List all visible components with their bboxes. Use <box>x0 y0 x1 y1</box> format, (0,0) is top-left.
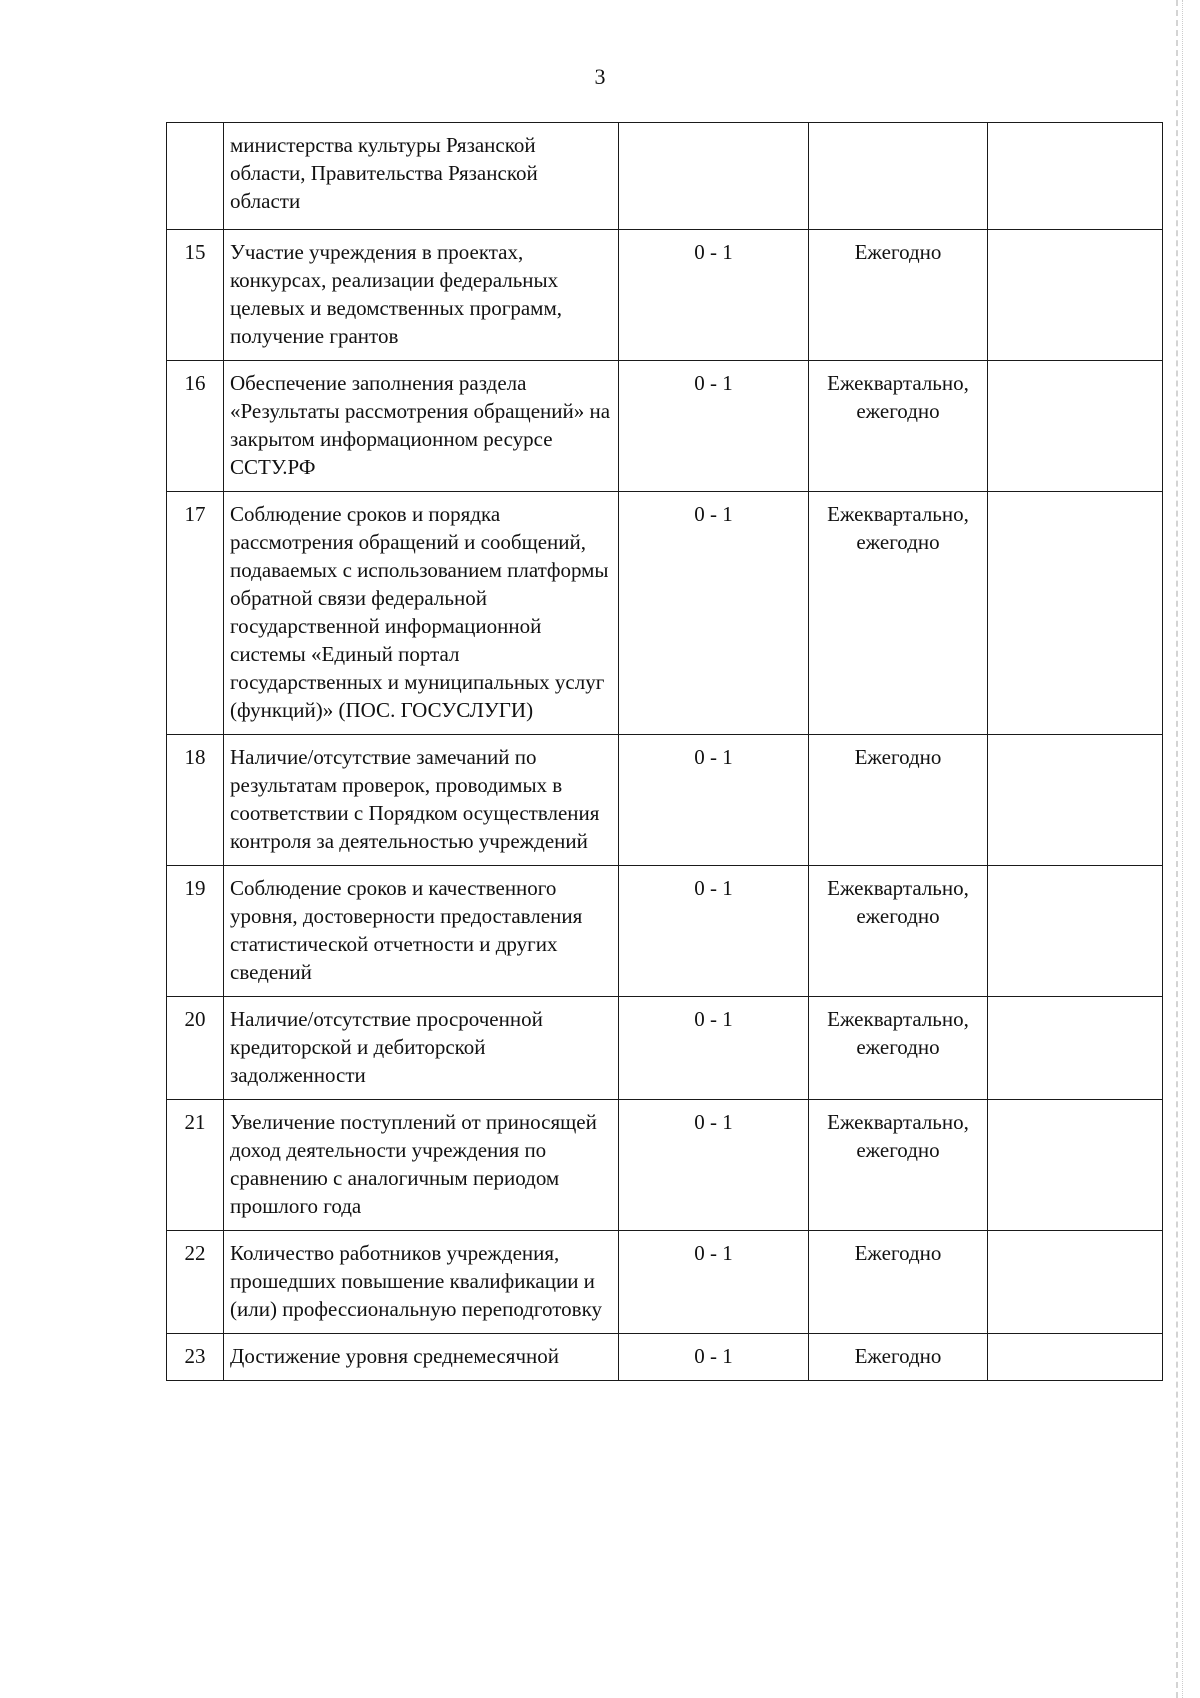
periodicity-cell: Ежеквартально, ежегодно <box>809 492 988 735</box>
note-cell <box>988 1231 1163 1334</box>
scan-edge-line <box>1176 0 1178 1698</box>
table-row <box>167 1100 1163 1231</box>
row-number-cell: 16 <box>167 361 224 492</box>
periodicity-cell: Ежегодно <box>809 1231 988 1334</box>
score-range-cell <box>619 123 809 230</box>
note-cell <box>988 997 1163 1100</box>
table-row <box>167 1334 1163 1381</box>
table-row <box>167 230 1163 361</box>
criterion-text-cell: министерства культуры Рязанской области, Правительства Рязанской области <box>224 123 619 230</box>
periodicity-cell: Ежегодно <box>809 1334 988 1381</box>
score-range-cell: 0 - 1 <box>619 1334 809 1381</box>
periodicity-cell: Ежеквартально, ежегодно <box>809 361 988 492</box>
criterion-text-cell: Обеспечение заполнения раздела «Результаты рассмотрения обращений» на закрытом информационном ресурсе ССТУ.РФ <box>224 361 619 492</box>
score-range-cell: 0 - 1 <box>619 866 809 997</box>
table-row-continued <box>167 123 1163 230</box>
note-cell <box>988 1334 1163 1381</box>
criterion-text-cell: Участие учреждения в проектах, конкурсах, реализации федеральных целевых и ведомственных программ, получение грантов <box>224 230 619 361</box>
score-range-cell: 0 - 1 <box>619 735 809 866</box>
table-row <box>167 735 1163 866</box>
table-row <box>167 361 1163 492</box>
note-cell <box>988 866 1163 997</box>
page-number: 3 <box>594 64 606 89</box>
table-row <box>167 997 1163 1100</box>
score-range-cell: 0 - 1 <box>619 492 809 735</box>
periodicity-cell: Ежеквартально, ежегодно <box>809 1100 988 1231</box>
periodicity-cell: Ежеквартально, ежегодно <box>809 997 988 1100</box>
criterion-text-cell: Соблюдение сроков и порядка рассмотрения обращений и сообщений, подаваемых с использованием платформы обратной связи федеральной государственной информационной системы «Единый портал государственных и муниципальных услуг (функций)» (ПОС. ГОСУСЛУГИ) <box>224 492 619 735</box>
row-number-cell <box>167 123 224 230</box>
table-row <box>167 866 1163 997</box>
criterion-text-cell: Достижение уровня среднемесячной <box>224 1334 619 1381</box>
criterion-text-cell: Соблюдение сроков и качественного уровня, достоверности предоставления статистической отчетности и других сведений <box>224 866 619 997</box>
score-range-cell: 0 - 1 <box>619 1100 809 1231</box>
note-cell <box>988 361 1163 492</box>
note-cell <box>988 735 1163 866</box>
note-cell <box>988 230 1163 361</box>
note-cell <box>988 1100 1163 1231</box>
criterion-text-cell: Наличие/отсутствие замечаний по результатам проверок, проводимых в соответствии с Порядком осуществления контроля за деятельностью учреждений <box>224 735 619 866</box>
criteria-table <box>166 122 1163 1381</box>
score-range-cell: 0 - 1 <box>619 230 809 361</box>
row-number-cell: 17 <box>167 492 224 735</box>
periodicity-cell: Ежегодно <box>809 230 988 361</box>
table-row <box>167 1231 1163 1334</box>
periodicity-cell: Ежегодно <box>809 735 988 866</box>
score-range-cell: 0 - 1 <box>619 361 809 492</box>
row-number-cell: 18 <box>167 735 224 866</box>
row-number-cell: 23 <box>167 1334 224 1381</box>
criterion-text-cell: Количество работников учреждения, прошедших повышение квалификации и (или) профессиональную переподготовку <box>224 1231 619 1334</box>
row-number-cell: 22 <box>167 1231 224 1334</box>
row-number-cell: 15 <box>167 230 224 361</box>
periodicity-cell <box>809 123 988 230</box>
criteria-table-body <box>167 123 1163 1381</box>
score-range-cell: 0 - 1 <box>619 1231 809 1334</box>
scan-edge-line <box>1182 0 1183 1698</box>
criterion-text-cell: Увеличение поступлений от приносящей доход деятельности учреждения по сравнению с аналогичным периодом прошлого года <box>224 1100 619 1231</box>
note-cell <box>988 123 1163 230</box>
row-number-cell: 20 <box>167 997 224 1100</box>
periodicity-cell: Ежеквартально, ежегодно <box>809 866 988 997</box>
note-cell <box>988 492 1163 735</box>
score-range-cell: 0 - 1 <box>619 997 809 1100</box>
criterion-text-cell: Наличие/отсутствие просроченной кредиторской и дебиторской задолженности <box>224 997 619 1100</box>
table-row <box>167 492 1163 735</box>
row-number-cell: 19 <box>167 866 224 997</box>
row-number-cell: 21 <box>167 1100 224 1231</box>
